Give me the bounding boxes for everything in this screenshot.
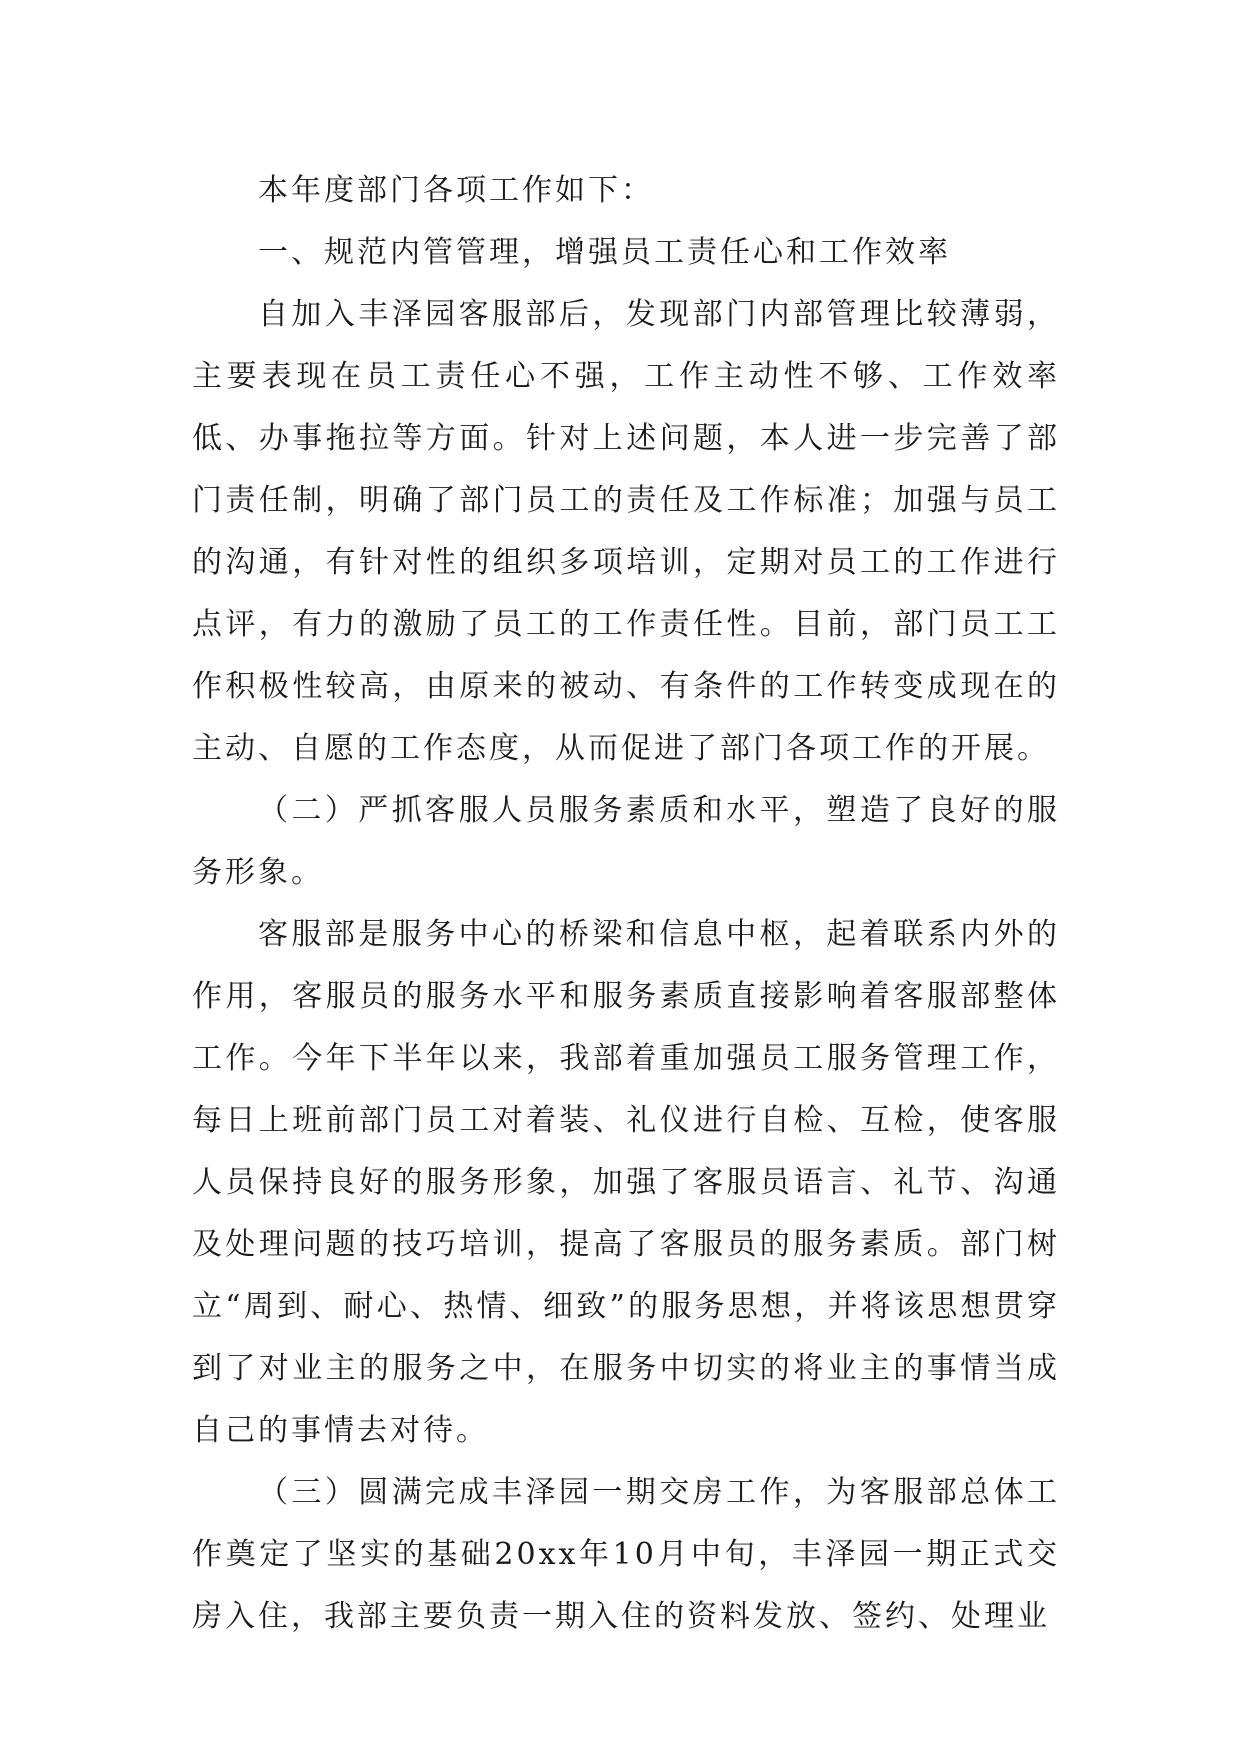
section-heading-3: （三）圆满完成丰泽园一期交房工作，为客服部总体工作奠定了坚实的基础20xx年10月中旬，丰泽园一期正式交房入住，我部主要负责一期入住的资料发放、签约、处理业 xyxy=(192,1475,1060,1634)
body-paragraph-1: 自加入丰泽园客服部后，发现部门内部管理比较薄弱，主要表现在员工责任心不强，工作主动性不够、工作效率低、办事拖拉等方面。针对上述问题，本人进一步完善了部门责任制，明确了部门员工的责任及工作标准；加强与员工的沟通，有针对性的组织多项培训，定期对员工的工作进行点评，有力的激励了员工的工作责任性。目前，部门员工工作积极性较高，由原来的被动、有条件的工作转变成现在的主动、自愿的工作态度，从而促进了部门各项工作的开展。 xyxy=(192,297,1060,766)
intro-paragraph: 本年度部门各项工作如下： xyxy=(258,173,654,208)
section-heading-1: 一、规范内管管理，增强员工责任心和工作效率 xyxy=(258,235,951,270)
body-paragraph-2: 客服部是服务中心的桥梁和信息中枢，起着联系内外的作用，客服员的服务水平和服务素质直接影响着客服部整体工作。今年下半年以来，我部着重加强员工服务管理工作，每日上班前部门员工对着装、礼仪进行自检、互检，使客服人员保持良好的服务形象，加强了客服员语言、礼节、沟通及处理问题的技巧培训，提高了客服员的服务素质。部门树立“周到、耐心、热情、细致”的服务思想，并将该思想贯穿到了对业主的服务之中，在服务中切实的将业主的事情当成自己的事情去对待。 xyxy=(192,917,1060,1448)
section-heading-2: （二）严抓客服人员服务素质和水平，塑造了良好的服务形象。 xyxy=(192,793,1060,890)
document-body xyxy=(192,160,1060,1648)
